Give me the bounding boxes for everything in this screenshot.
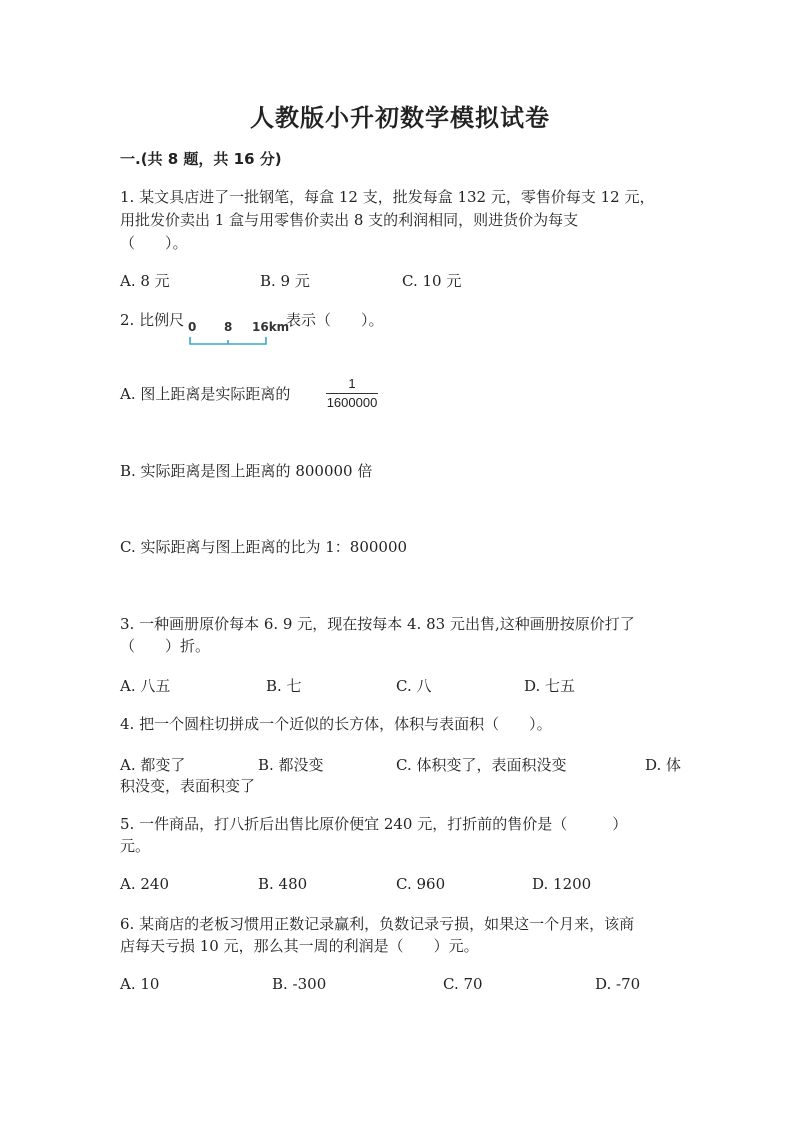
question-1-line-2: 用批发价卖出 1 盒与用零售价卖出 8 支的利润相同，则进货价为每支 [120, 211, 579, 229]
scale-bar-figure [186, 320, 290, 350]
question-3-option-b: B. 七 [266, 677, 302, 695]
question-4-option-c: C. 体积变了，表面积没变 [396, 756, 567, 774]
question-6-line-1: 6. 某商店的老板习惯用正数记录赢利，负数记录亏损，如果这一个月来，该商 [120, 915, 635, 933]
question-3-option-c: C. 八 [396, 677, 432, 695]
scale-label-0: 0 [188, 320, 197, 334]
fraction-bar [326, 393, 378, 394]
question-2-suffix: 表示（ ）。 [286, 311, 384, 329]
question-1-line-1: 1. 某文具店进了一批钢笔，每盒 12 支，批发每盒 132 元，零售价每支 12 元， [120, 188, 655, 206]
question-5-line-1: 5. 一件商品，打八折后出售比原价便宜 240 元，打折前的售价是（ ） [120, 815, 628, 833]
question-3-line-2: （ ）折。 [120, 637, 211, 655]
question-6-option-a: A. 10 [120, 975, 160, 993]
scale-label-16km: 16km [252, 320, 290, 334]
question-3-option-d: D. 七五 [524, 677, 576, 695]
fraction-numerator: 1 [348, 376, 356, 391]
question-2-option-a: A. 图上距离是实际距离的 [120, 385, 291, 403]
question-5-option-d: D. 1200 [532, 875, 592, 893]
question-1-option-a: A. 8 元 [120, 272, 170, 290]
question-2-option-b: B. 实际距离是图上距离的 800000 倍 [120, 462, 373, 480]
fraction-denominator: 1600000 [326, 395, 378, 410]
question-2-option-c: C. 实际距离与图上距离的比为 1：800000 [120, 538, 408, 556]
question-4-option-a: A. 都变了 [120, 756, 186, 774]
question-3-line-1: 3. 一种画册原价每本 6. 9 元，现在按每本 4. 83 元出售,这种画册按原价打了 [120, 615, 635, 633]
question-5-line-2: 元。 [120, 837, 151, 855]
question-5-option-c: C. 960 [396, 875, 446, 893]
question-6-option-b: B. -300 [272, 975, 327, 993]
question-5-option-a: A. 240 [120, 875, 169, 893]
question-6-option-c: C. 70 [443, 975, 483, 993]
question-6-option-d: D. -70 [595, 975, 641, 993]
question-2-prefix: 2. 比例尺 [120, 311, 185, 329]
scale-bar-icon [186, 320, 286, 350]
fraction [326, 376, 378, 411]
question-1-line-3: （ ）。 [120, 234, 188, 252]
page-title: 人教版小升初数学模拟试卷 [250, 104, 550, 132]
question-5-option-b: B. 480 [258, 875, 308, 893]
question-4-option-d-continued: 积没变，表面积变了 [120, 777, 256, 795]
question-1-option-b: B. 9 元 [260, 272, 310, 290]
question-3-option-a: A. 八五 [120, 677, 171, 695]
question-4-line-1: 4. 把一个圆柱切拼成一个近似的长方体，体积与表面积（ ）。 [120, 715, 552, 733]
question-1-option-c: C. 10 元 [402, 272, 462, 290]
question-4-option-b: B. 都没变 [258, 756, 324, 774]
question-4-option-d: D. 体 [645, 756, 682, 774]
question-6-line-2: 店每天亏损 10 元，那么其一周的利润是（ ）元。 [120, 937, 479, 955]
section-heading: 一.(共 8 题，共 16 分) [120, 150, 282, 168]
scale-label-8: 8 [224, 320, 233, 334]
